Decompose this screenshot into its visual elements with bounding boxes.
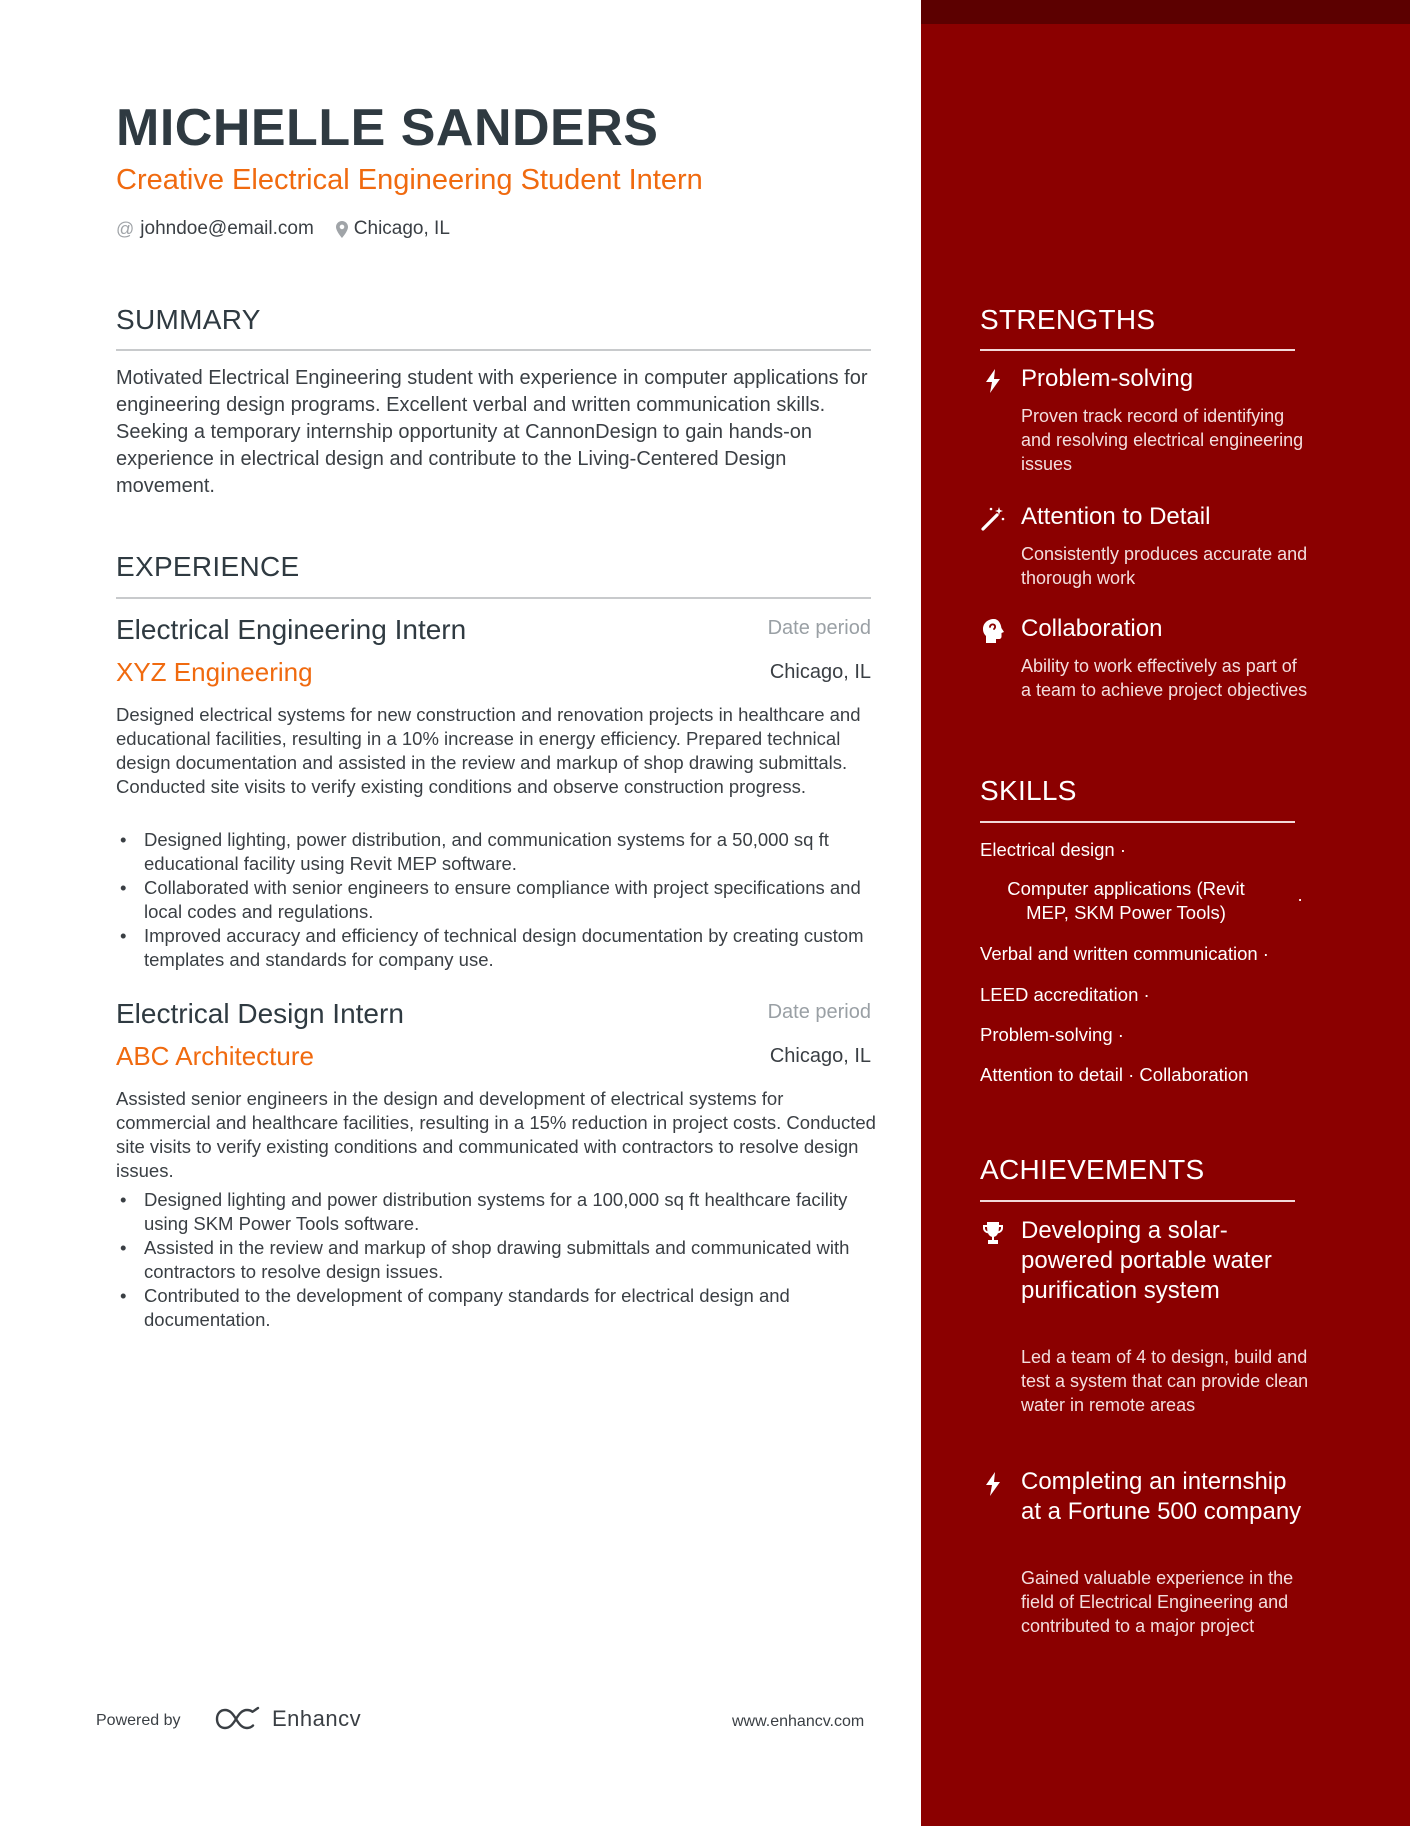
- strength-description: Proven track record of identifying and resolving electrical engineering issues: [1021, 406, 1304, 474]
- summary-heading: SUMMARY: [116, 304, 261, 335]
- enhancv-brand: Enhancv: [272, 1706, 362, 1731]
- achievement-title: Completing an internship at a Fortune 500 company: [1021, 1468, 1302, 1525]
- skill-item: [980, 839, 1126, 861]
- contact-info: [116, 218, 450, 240]
- sidebar-top-bar: [921, 0, 1410, 24]
- strengths-divider: [980, 349, 1295, 351]
- skill-separator: ·: [1262, 943, 1269, 964]
- job-location: Chicago, IL: [769, 661, 871, 683]
- experience-divider: [116, 597, 871, 599]
- skill-item: [980, 1064, 1248, 1086]
- job-title: Electrical Design Intern: [116, 998, 404, 1029]
- job-location: Chicago, IL: [769, 1045, 871, 1067]
- email-text[interactable]: johndoe@email.com: [140, 218, 314, 239]
- skill-separator: ·: [1119, 839, 1127, 860]
- skill-item: Computer applications (Revit MEP, SKM Power Tools): [1007, 878, 1245, 923]
- skill-label: Verbal and written communication: [980, 943, 1258, 964]
- candidate-name: MICHELLE SANDERS: [116, 99, 659, 157]
- skill-label: Problem-solving: [980, 1024, 1113, 1045]
- job-company: ABC Architecture: [116, 1041, 314, 1071]
- experience-heading: EXPERIENCE: [116, 551, 300, 582]
- achievements-divider: [980, 1200, 1295, 1202]
- summary-divider: [116, 349, 871, 351]
- enhancv-logo[interactable]: [214, 1706, 361, 1732]
- location-pin-icon: [336, 221, 348, 238]
- enhancv-logo-icon: [214, 1706, 262, 1732]
- skills-heading: SKILLS: [980, 775, 1077, 806]
- job-bullets: [116, 828, 876, 972]
- strength-title: Attention to Detail: [1021, 503, 1211, 530]
- skill-separator: ·: [1117, 1024, 1124, 1045]
- job-bullet: • Collaborated with senior engineers to ensure compliance with project specifications and local codes and regulations.: [116, 876, 876, 924]
- strength-title: Problem-solving: [1021, 365, 1194, 392]
- skill-label: Electrical design: [980, 839, 1115, 860]
- bolt-icon: [980, 1471, 1006, 1497]
- skill-item: [980, 943, 1269, 965]
- footer-url[interactable]: www.enhancv.com: [732, 1713, 865, 1730]
- skills-divider: [980, 821, 1295, 823]
- job-date: Date period: [767, 1001, 871, 1023]
- job-bullet: • Contributed to the development of company standards for electrical design and documentation.: [116, 1284, 876, 1332]
- job-bullets: [116, 1188, 876, 1332]
- job-title: Electrical Engineering Intern: [116, 614, 467, 645]
- job-description: Assisted senior engineers in the design and development of electrical systems for commercial and healthcare facilities, resulting in a 15% reduction in project costs. Conducted site visits to verify existing conditions and communicated with contractors to resolve design issues.: [116, 1088, 876, 1181]
- job-company: XYZ Engineering: [116, 657, 313, 687]
- location-text: Chicago, IL: [353, 218, 450, 239]
- skill-label: LEED accreditation: [980, 984, 1139, 1005]
- skill-item: [980, 1024, 1124, 1046]
- strength-title: Collaboration: [1021, 615, 1163, 642]
- at-icon: @: [116, 218, 135, 239]
- skill-label: Collaboration: [1139, 1064, 1249, 1085]
- skill-item: [980, 984, 1150, 1006]
- strengths-heading: STRENGTHS: [980, 304, 1156, 335]
- powered-by-text: Powered by: [96, 1712, 181, 1729]
- job-description: Designed electrical systems for new construction and renovation projects in healthcare and educational facilities, resulting in a 10% increase in energy efficiency. Prepared technical design documentation and assisted in the review and markup of shop drawing submittals. Conducted site visits to verify existing conditions and observe construction progress.: [116, 704, 861, 797]
- job-bullet: • Designed lighting, power distribution, and communication systems for a 50,000 sq ft educational facility using Revit MEP software.: [116, 828, 876, 876]
- skill-separator: ·: [1297, 888, 1304, 909]
- bolt-icon: [980, 368, 1006, 394]
- skill-label: Attention to detail: [980, 1064, 1123, 1085]
- job-bullet: • Designed lighting and power distribution systems for a 100,000 sq ft healthcare facility using SKM Power Tools software.: [116, 1188, 876, 1236]
- magic-wand-icon: [980, 506, 1006, 532]
- job-bullet: • Improved accuracy and efficiency of technical design documentation by creating custom templates and standards for company use.: [116, 924, 876, 972]
- trophy-icon: [980, 1220, 1006, 1246]
- job-bullet: • Assisted in the review and markup of shop drawing submittals and communicated with contractors to resolve design issues.: [116, 1236, 876, 1284]
- sidebar: [921, 0, 1410, 1826]
- head-icon: [980, 618, 1006, 644]
- skill-separator: ·: [1143, 984, 1150, 1005]
- achievement-description: Led a team of 4 to design, build and test a system that can provide clean water in remote areas: [1021, 1347, 1309, 1415]
- achievements-heading: ACHIEVEMENTS: [980, 1154, 1205, 1185]
- strength-description: Consistently produces accurate and thorough work: [1021, 544, 1308, 588]
- achievement-title: Developing a solar-powered portable water purification system: [1021, 1217, 1272, 1304]
- candidate-title: Creative Electrical Engineering Student Intern: [116, 164, 703, 196]
- job-date: Date period: [767, 617, 871, 639]
- achievement-description: Gained valuable experience in the field of Electrical Engineering and contributed to a major project: [1021, 1568, 1294, 1636]
- strength-description: Ability to work effectively as part of a team to achieve project objectives: [1021, 656, 1308, 700]
- skill-separator: ·: [1128, 1064, 1135, 1085]
- summary-text: Motivated Electrical Engineering student with experience in computer applications for engineering design programs. Excellent verbal and written communication skills. Seeking a temporary internship opportunity at CannonDesign to gain hands-on experience in electrical design and contribute to the Living-Centered Design movement.: [116, 367, 868, 497]
